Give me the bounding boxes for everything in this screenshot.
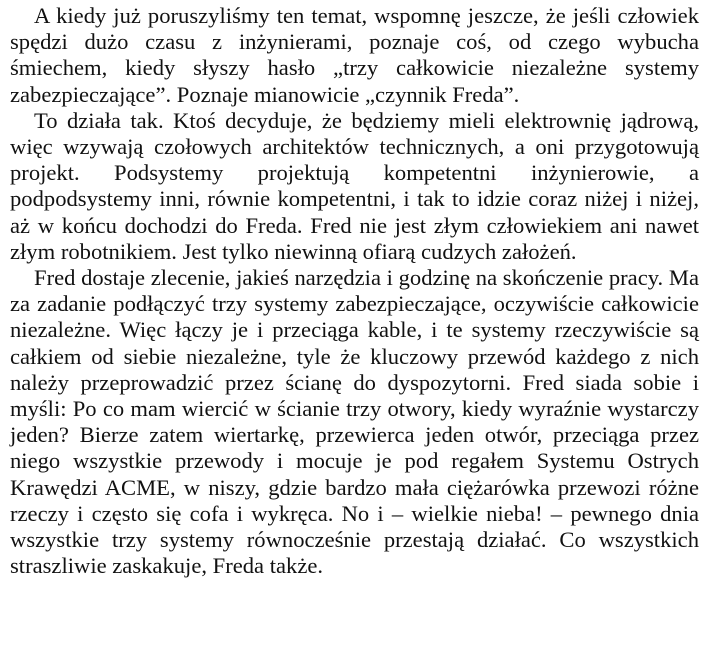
paragraph-3: Fred dostaje zlecenie, jakieś narzędzia i godzinę na skończenie pracy. Ma za zadanie podłączyć trzy systemy zabezpieczające, oczywiście całkowicie niezależne. Więc łączy je i przeciąga kable, i te systemy rzeczywiście są całkiem od siebie niezależne, tyle że kluczowy przewód każdego z nich należy przeprowadzić przez ścianę do dyspozytorni. Fred siada sobie i myśli: Po co mam wiercić w ścianie trzy otwory, kiedy wyraźnie wystarczy jeden? Bierze zatem wiertarkę, przewierca jeden otwór, przeciąga przez niego wszystkie przewody i mocuje je pod regałem Systemu Ostrych Krawędzi ACME, w niszy, gdzie bardzo mała ciężarówka przewozi różne rzeczy i często się cofa i wykręca. No i – wielkie nieba! – pewnego dnia wszystkie trzy systemy równocześnie przestają działać. Co wszystkich straszliwie zaskakuje, Freda także. xyxy=(10,265,699,579)
paragraph-2: To działa tak. Ktoś decyduje, że będziemy mieli elektrownię jądrową, więc wzywają czołowych architektów technicznych, a oni przygotowują projekt. Podsystemy projektują kompetentni inżynierowie, a podpodsystemy inni, równie kompetentni, i tak to idzie coraz niżej i niżej, aż w końcu dochodzi do Freda. Fred nie jest złym człowiekiem ani nawet złym robotnikiem. Jest tylko niewinną ofiarą cudzych założeń. xyxy=(10,107,699,264)
paragraph-1: A kiedy już poruszyliśmy ten temat, wspomnę jeszcze, że jeśli człowiek spędzi dużo czasu z inżynierami, poznaje coś, od czego wybucha śmiechem, kiedy słyszy hasło „trzy całkowicie niezależne systemy zabezpieczające”. Poznaje mianowicie „czynnik Freda”. xyxy=(10,3,699,107)
